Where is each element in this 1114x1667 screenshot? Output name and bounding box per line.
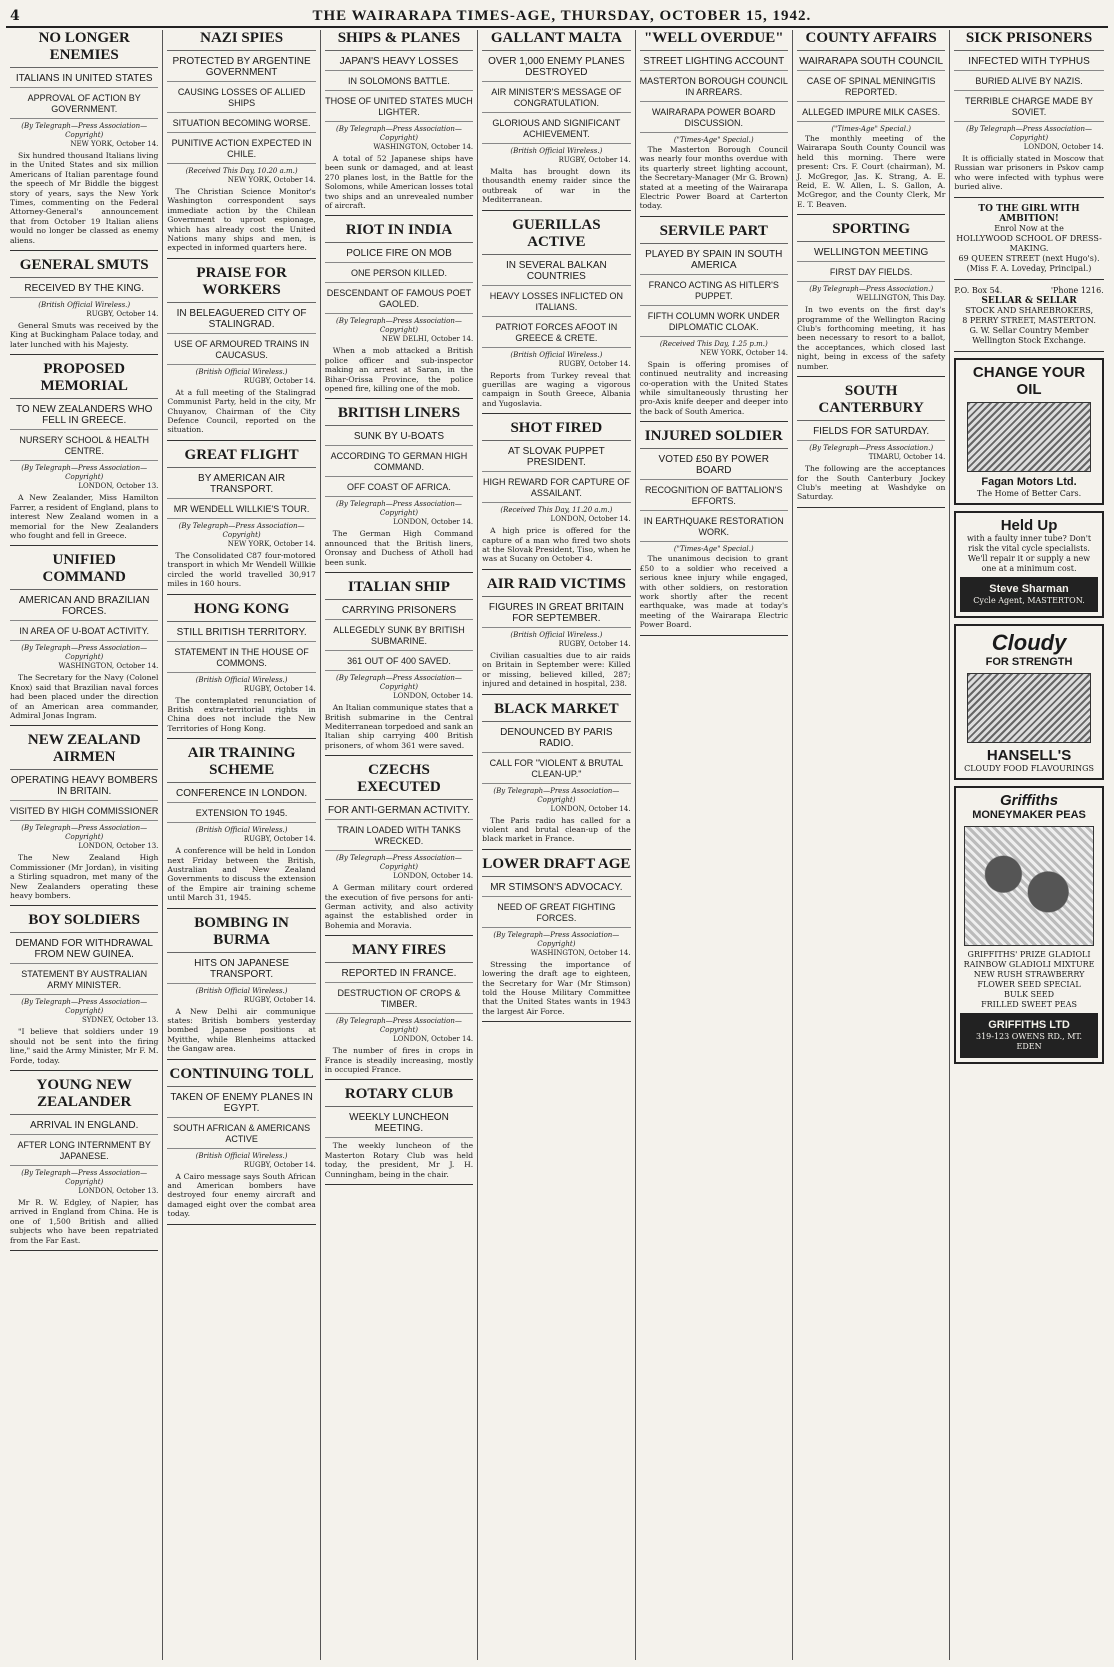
ad-title: TO THE GIRL WITH AMBITION! (978, 203, 1080, 224)
ad-footer-address: 319-123 OWENS RD., MT. EDEN (975, 1031, 1083, 1051)
column-5 (636, 30, 793, 1660)
article-subheading: FRANCO ACTING AS HITLER'S PUPPET. (640, 278, 788, 306)
ad-line: G. W. Sellar Country Member Wellington Stock Exchange. (969, 325, 1089, 345)
article (797, 383, 945, 508)
ad-line: STOCK AND SHAREBROKERS, (965, 305, 1093, 315)
article (640, 30, 788, 217)
article-headline: NAZI SPIES (167, 30, 315, 51)
article-credit: (By Telegraph—Press Association—Copyright) (493, 786, 620, 804)
ad-dressmaking (954, 204, 1103, 280)
article (482, 701, 630, 850)
article-credit: (By Telegraph—Press Association—Copyright) (21, 122, 148, 139)
article-subheading: FIRST DAY FIELDS. (797, 265, 945, 282)
article-body: Six hundred thousand Italians living in the United States and six million Americans of Italian parentage found the speech of Mr Biddle the biggest story of years, says the New York Times, commenting on the Federal Attorney-General's announcement that from October 19 Italian aliens would no longer be classed as enemy aliens. (10, 151, 159, 245)
article-dateline: LONDON, October 13. (78, 1187, 159, 1195)
article-subheading: CARRYING PRISONERS (325, 603, 473, 620)
article-credit: (By Telegraph—Press Association.) (809, 285, 934, 294)
article-credit: (British Official Wireless.) (195, 367, 288, 376)
article-body: "I believe that soldiers under 19 should not be sent into the firing line," said the Army Minister, Mr F. M. Forde, today. (10, 1027, 159, 1065)
article-subheading: STATEMENT IN THE HOUSE OF COMMONS. (167, 645, 315, 673)
ad-line: (Miss F. A. Loveday, Principal.) (966, 263, 1092, 273)
article-subheading: ACCORDING TO GERMAN HIGH COMMAND. (325, 449, 473, 477)
article-headline: ITALIAN SHIP (325, 579, 473, 600)
article-dateline: RUGBY, October 14. (558, 639, 631, 648)
ad-line: NEW RUSH STRAWBERRY (973, 969, 1085, 979)
article-headline: HONG KONG (167, 601, 315, 622)
ad-line: Enrol Now at the (994, 223, 1064, 233)
ad-name: MONEYMAKER PEAS (972, 808, 1086, 821)
article-body: The Paris radio has called for a violent and brutal clean-up of the black market in France. (482, 815, 631, 844)
article-headline: "WELL OVERDUE" (640, 30, 788, 51)
ad-brand: Griffiths (1000, 791, 1059, 809)
article-headline: ROTARY CLUB (325, 1086, 473, 1107)
article (167, 601, 315, 740)
article-body: Stressing the importance of lowering the draft age to eighteen, the Secretary for War (Mr Stimson) told the House Military Committee that the United States wants in 1943 the largest Air Force. (482, 959, 631, 1016)
article-body: The weekly luncheon of the Masterton Rotary Club was held today, the president, Mr J. H. Cunningham, being in the chair. (324, 1141, 474, 1179)
article-credit: (By Telegraph—Press Association—Copyright) (336, 854, 462, 872)
ad-subtitle: CLOUDY FOOD FLAVOURINGS (964, 763, 1094, 773)
ad-name: SELLAR & SELLAR (981, 295, 1077, 306)
article-subheading: FIGURES IN GREAT BRITAIN FOR SEPTEMBER. (482, 600, 630, 628)
article-credit: (By Telegraph—Press Association—Copyright) (21, 464, 148, 482)
article-subheading: ALLEGED IMPURE MILK CASES. (797, 105, 945, 122)
article-headline: UNIFIED COMMAND (10, 552, 158, 590)
article (10, 552, 158, 726)
article-headline: RIOT IN INDIA (325, 222, 473, 243)
article-body: A German military court ordered the execution of five persons for anti-German activity, and also activity against the established order in Bohemia and Moravia. (324, 883, 474, 930)
article-credit: (By Telegraph—Press Association—Copyright) (336, 1017, 462, 1035)
article-subheading: JAPAN'S HEAVY LOSSES (325, 54, 473, 71)
article-body: In two events on the first day's programme of the Wellington Racing Club's forthcoming meeting, it has been necessary to resort to a ballot, the acceptances, which closed last night, being in excess of the safety number. (796, 305, 946, 371)
article-subheading: RECEIVED BY THE KING. (10, 281, 158, 298)
article-body: The contemplated renunciation of British extra-territorial rights in China does not include the New Territories of Hong Kong. (167, 695, 316, 733)
ad-illustration (967, 402, 1091, 472)
article (10, 30, 158, 251)
article-headline: GUERILLAS ACTIVE (482, 217, 630, 255)
article (167, 265, 315, 441)
article-dateline: NEW YORK, October 14. (227, 176, 316, 184)
ad-hansells (954, 624, 1103, 780)
ad-sellar (954, 286, 1103, 352)
article-dateline: LONDON, October 14. (393, 1035, 474, 1044)
article-subheading: OPERATING HEAVY BOMBERS IN BRITAIN. (10, 773, 158, 801)
article-headline: SHOT FIRED (482, 420, 630, 441)
article-dateline: RUGBY, October 14. (243, 1160, 316, 1169)
article-subheading: OVER 1,000 ENEMY PLANES DESTROYED (482, 54, 630, 82)
article-subheading: THOSE OF UNITED STATES MUCH LIGHTER. (325, 94, 473, 122)
article-subheading: CASE OF SPINAL MENINGITIS REPORTED. (797, 74, 945, 102)
article-subheading: BY AMERICAN AIR TRANSPORT. (167, 471, 315, 499)
article-dateline: LONDON, October 14. (550, 804, 631, 813)
article-body: When a mob attacked a British police officer and sub-inspector making an arrest at Saran, in the Bihar-Orissa Province, the police opened fire, killing one of the mob. (324, 346, 474, 394)
article-subheading: AFTER LONG INTERNMENT BY JAPANESE. (10, 1138, 158, 1166)
article-subheading: AMERICAN AND BRAZILIAN FORCES. (10, 593, 158, 621)
article-headline: AIR RAID VICTIMS (482, 576, 630, 597)
article (10, 912, 158, 1071)
article-dateline: RUGBY, October 14. (243, 995, 316, 1004)
article-subheading: ONE PERSON KILLED. (325, 266, 473, 283)
ad-brand: Cloudy (991, 629, 1067, 655)
article-subheading: SOUTH AFRICAN & AMERICANS ACTIVE (167, 1121, 315, 1149)
ad-title: CHANGE YOUR OIL (972, 363, 1086, 398)
article (167, 1066, 315, 1225)
column-4 (478, 30, 635, 1660)
article-subheading: PUNITIVE ACTION EXPECTED IN CHILE. (167, 136, 315, 164)
article-headline: SHIPS & PLANES (325, 30, 473, 51)
article-headline: NO LONGER ENEMIES (10, 30, 158, 68)
ad-tagline: FOR STRENGTH (985, 655, 1073, 668)
article-subheading: FIFTH COLUMN WORK UNDER DIPLOMATIC CLOAK. (640, 309, 788, 337)
article-credit: (By Telegraph—Press Association—Copyright) (21, 1169, 148, 1186)
article-credit: (By Telegraph—Press Association—Copyright) (336, 125, 462, 142)
article-dateline: NEW YORK, October 14. (70, 140, 159, 148)
article-headline: SOUTH CANTERBURY (797, 383, 945, 421)
article-credit: (By Telegraph—Press Association—Copyright) (336, 317, 462, 335)
article-headline: BOY SOLDIERS (10, 912, 158, 933)
article (325, 579, 473, 756)
article (325, 30, 473, 216)
article-subheading: DESCENDANT OF FAMOUS POET GAOLED. (325, 286, 473, 314)
article-headline: PRAISE FOR WORKERS (167, 265, 315, 303)
article-credit: (Received This Day, 10.20 a.m.) (185, 167, 298, 175)
article-credit: (By Telegraph—Press Association—Copyright) (493, 930, 620, 948)
article-subheading: IN BELEAGUERED CITY OF STALINGRAD. (167, 306, 315, 334)
ad-name: HANSELL'S (986, 746, 1072, 764)
article-subheading: MR WENDELL WILLKIE'S TOUR. (167, 502, 315, 519)
article (482, 856, 630, 1022)
article-subheading: 361 OUT OF 400 SAVED. (325, 654, 473, 671)
article-headline: INJURED SOLDIER (640, 428, 788, 449)
article-subheading: EXTENSION TO 1945. (167, 806, 315, 823)
ad-line: GRIFFITHS' PRIZE GLADIOLI (967, 949, 1091, 959)
article-dateline: NEW YORK, October 14. (227, 539, 316, 548)
article-subheading: MASTERTON BOROUGH COUNCIL IN ARREARS. (640, 74, 788, 102)
article-subheading: CAUSING LOSSES OF ALLIED SHIPS (167, 85, 315, 113)
article-subheading: SITUATION BECOMING WORSE. (167, 116, 315, 133)
article-subheading: VOTED £50 BY POWER BOARD (640, 452, 788, 480)
article-body: Civilian casualties due to air raids on Britain in September were: Killed or missing, believed killed, 287; injured and detained in hospital, 238. (482, 650, 631, 689)
article-credit: ("Times-Age" Special.) (831, 125, 911, 133)
article-subheading: IN SOLOMONS BATTLE. (325, 74, 473, 91)
article (954, 30, 1103, 198)
article-subheading: IN EARTHQUAKE RESTORATION WORK. (640, 514, 788, 542)
ad-line: FLOWER SEED SPECIAL (977, 979, 1081, 989)
article-dateline: LONDON, October 14. (393, 872, 474, 881)
ad-line: 69 QUEEN STREET (next Hugo's). (958, 253, 1100, 263)
article-headline: LOWER DRAFT AGE (482, 856, 630, 877)
article-subheading: CONFERENCE IN LONDON. (167, 786, 315, 803)
article-body: A New Delhi air communique states: British bombers yesterday bombed Japanese positions at Myitthe, while Blenheims attacked the Gangaw area. (167, 1006, 316, 1054)
article-subheading: WAIRARAPA SOUTH COUNCIL (797, 54, 945, 71)
article-subheading: GLORIOUS AND SIGNIFICANT ACHIEVEMENT. (482, 116, 630, 144)
article-credit: (British Official Wireless.) (510, 147, 603, 155)
article-dateline: LONDON, October 13. (78, 482, 159, 491)
article (167, 447, 315, 595)
article (482, 576, 630, 695)
article (325, 942, 473, 1080)
article-subheading: TERRIBLE CHARGE MADE BY SOVIET. (954, 94, 1103, 122)
columns (6, 30, 1108, 1660)
article-dateline: LONDON, October 14. (393, 692, 474, 701)
article-dateline: RUGBY, October 14. (86, 310, 159, 319)
article-body: The Secretary for the Navy (Colonel Knox) said that Brazilian naval forces had been placed under the direction of an American area commander, Admiral Jonas Ingram. (10, 673, 159, 720)
article-body: The following are the acceptances for the South Canterbury Jockey Club's meeting at Washdyke on Saturday. (796, 464, 946, 502)
article-subheading: STATEMENT BY AUSTRALIAN ARMY MINISTER. (10, 967, 158, 995)
article-dateline: LONDON, October 14. (393, 518, 474, 527)
article-dateline: LONDON, October 13. (78, 842, 159, 851)
article-credit: (British Official Wireless.) (510, 630, 603, 639)
ad-illustration (964, 826, 1095, 946)
article-body: Spain is offering promises of continued neutrality and increasing co-operation with the United States while simultaneously thrusting her pro-Axis knife deeper and deeper into the back of South America. (639, 359, 788, 416)
article-subheading: PROTECTED BY ARGENTINE GOVERNMENT (167, 54, 315, 82)
ad-tagline: The Home of Better Cars. (976, 488, 1082, 498)
article-credit: (British Official Wireless.) (38, 301, 131, 310)
article-subheading: PATRIOT FORCES AFOOT IN GREECE & CRETE. (482, 320, 630, 348)
article-subheading: TRAIN LOADED WITH TANKS WRECKED. (325, 823, 473, 851)
article-credit: (Received This Day, 11.20 a.m.) (500, 506, 613, 515)
article-body: General Smuts was received by the King at Buckingham Palace today, and later lunched with his Majesty. (10, 321, 159, 349)
article (325, 762, 473, 936)
article-subheading: DESTRUCTION OF CROPS & TIMBER. (325, 986, 473, 1014)
ad-steve-sharman (954, 511, 1103, 618)
article (10, 732, 158, 906)
article-dateline: SYDNEY, October 13. (81, 1016, 159, 1025)
ad-name: Steve Sharman (989, 582, 1069, 595)
article-dateline: NEW DELHI, October 14. (381, 335, 474, 344)
article-headline: SPORTING (797, 221, 945, 242)
article-body: A conference will be held in London next Friday between the British, Australian and New Zealand Governments to discuss the extension of the Empire air training scheme until March 31, 1945. (167, 846, 316, 903)
article (482, 217, 630, 415)
article-credit: (By Telegraph—Press Association—Copyright) (336, 674, 462, 692)
article-headline: AIR TRAINING SCHEME (167, 745, 315, 783)
article-subheading: TAKEN OF ENEMY PLANES IN EGYPT. (167, 1090, 315, 1118)
article-credit: (British Official Wireless.) (195, 1151, 288, 1160)
article-credit: (Received This Day, 1.25 p.m.) (659, 339, 768, 348)
ad-phone: 'Phone 1216. (1050, 285, 1104, 295)
article-credit: (By Telegraph—Press Association—Copyright) (21, 824, 148, 842)
article-body: A New Zealander, Miss Hamilton Farrer, a resident of England, plans to interest New Zealand women in a memorial for the New Zealanders who fought and fell in Greece. (10, 493, 159, 540)
article-body: It is officially stated in Moscow that Russian war prisoners in Pskov camp who were infected with typhus were buried alive. (954, 154, 1104, 192)
article-credit: (British Official Wireless.) (195, 826, 288, 835)
article-dateline: WASHINGTON, October 14. (373, 143, 474, 151)
article-body: The Christian Science Monitor's Washington correspondent says immediate action by the Chilean Government to uproot espionage, which has already cost the United Nations many ships and men, is expected in informed quarters here. (167, 187, 316, 253)
article-headline: BLACK MARKET (482, 701, 630, 722)
article (482, 420, 630, 570)
article-credit: ("Times-Age" Special.) (673, 545, 754, 554)
article-subheading: INFECTED WITH TYPHUS (954, 54, 1103, 71)
article-subheading: HITS ON JAPANESE TRANSPORT. (167, 956, 315, 984)
article-subheading: MR STIMSON'S ADVOCACY. (482, 880, 630, 897)
column-7 (950, 30, 1107, 1660)
article-dateline: RUGBY, October 14. (243, 376, 316, 385)
article-headline: GALLANT MALTA (482, 30, 630, 51)
article-subheading: IN AREA OF U-BOAT ACTIVITY. (10, 624, 158, 641)
ad-griffiths (954, 786, 1103, 1064)
article-headline: GREAT FLIGHT (167, 447, 315, 468)
article-subheading: WAIRARAPA POWER BOARD DISCUSSION. (640, 105, 788, 133)
article-subheading: USE OF ARMOURED TRAINS IN CAUCASUS. (167, 337, 315, 365)
article-subheading: NEED OF GREAT FIGHTING FORCES. (482, 900, 630, 928)
article-dateline: RUGBY, October 14. (243, 835, 316, 844)
article-subheading: BURIED ALIVE BY NAZIS. (954, 74, 1103, 91)
article (640, 428, 788, 635)
article-subheading: HIGH REWARD FOR CAPTURE OF ASSAILANT. (482, 475, 630, 503)
article-subheading: ARRIVAL IN ENGLAND. (10, 1118, 158, 1135)
article-subheading: CALL FOR "VIOLENT & BRUTAL CLEAN-UP." (482, 756, 630, 784)
article-subheading: OFF COAST OF AFRICA. (325, 480, 473, 497)
article-body: A Cairo message says South African and American bombers have destroyed four enemy aircraft and damaged eight over the combat area today. (167, 1171, 316, 1219)
article-subheading: STREET LIGHTING ACCOUNT (640, 54, 788, 71)
article-credit: (By Telegraph—Press Association—Copyright) (336, 500, 462, 518)
ad-name: Fagan Motors Ltd. (981, 475, 1077, 488)
article-credit: ("Times-Age" Special.) (673, 136, 754, 144)
article (797, 221, 945, 377)
article-subheading: ITALIANS IN UNITED STATES (10, 71, 158, 88)
article-body: The German High Command announced that the British liners, Oronsay and Duchess of Atholl had been sunk. (324, 529, 474, 567)
article-dateline: RUGBY, October 14. (558, 359, 631, 368)
article-credit: (By Telegraph—Press Association—Copyright) (21, 644, 148, 662)
article-subheading: WEEKLY LUNCHEON MEETING. (325, 1110, 473, 1138)
ad-line: BULK SEED (1004, 989, 1055, 999)
article-body: An Italian communique states that a British submarine in the Central Mediterranean torpedoed and sank an Italian ship carrying 400 British prisoners, of whom 361 were saved. (324, 703, 474, 750)
article-subheading: VISITED BY HIGH COMMISSIONER (10, 804, 158, 821)
masthead-title: THE WAIRARAPA TIMES-AGE, THURSDAY, OCTOBER 15, 1942. (312, 7, 812, 24)
article-dateline: LONDON, October 14. (550, 515, 631, 524)
ad-line: FRILLED SWEET PEAS (981, 999, 1077, 1009)
article-dateline: NEW YORK, October 14. (699, 348, 788, 357)
article-headline: CONTINUING TOLL (167, 1066, 315, 1087)
article-dateline: WELLINGTON, This Day. (856, 294, 946, 303)
article-subheading: DEMAND FOR WITHDRAWAL FROM NEW GUINEA. (10, 936, 158, 964)
article-body: The number of fires in crops in France is steadily increasing, mostly in occupied France. (324, 1046, 474, 1074)
article-credit: (British Official Wireless.) (195, 986, 288, 995)
article-subheading: RECOGNITION OF BATTALION'S EFFORTS. (640, 483, 788, 511)
article-body: The Masterton Borough Council was nearly four months overdue with its quarterly street lighting account, the Secretary-Manager (Mr G. Brown) stated at a meeting of the Wairarapa Electric Power Board at Carterton today. (639, 145, 788, 211)
ad-line: 8 PERRY STREET, MASTERTON. (962, 315, 1096, 325)
article-headline: MANY FIRES (325, 942, 473, 963)
article-headline: GENERAL SMUTS (10, 257, 158, 278)
article (167, 745, 315, 908)
article-body: The unanimous decision to grant £50 to a soldier who received a serious knee injury while engaged, with other soldiers, on restoration work shortly after the recent earthquake, was made at today's meeting of the Wairarapa Electric Power Board. (639, 554, 788, 630)
article-headline: COUNTY AFFAIRS (797, 30, 945, 51)
article-credit: (British Official Wireless.) (195, 675, 288, 684)
article-subheading: PLAYED BY SPAIN IN SOUTH AMERICA (640, 247, 788, 275)
ad-illustration (967, 673, 1091, 743)
article-subheading: SUNK BY U-BOATS (325, 429, 473, 446)
article-headline: BOMBING IN BURMA (167, 915, 315, 953)
ad-line: RAINBOW GLADIOLI MIXTURE (963, 959, 1095, 969)
article-body: The Consolidated C87 four-motored transport in which Mr Wendell Willkie circled the world travelled 30,917 miles in 160 hours. (167, 550, 316, 589)
article (482, 30, 630, 211)
article-subheading: APPROVAL OF ACTION BY GOVERNMENT. (10, 91, 158, 119)
article-credit: (British Official Wireless.) (510, 350, 603, 359)
article-body: Mr R. W. Edgley, of Napier, has arrived in England from China. He is one of 1,500 British and allied subjects who have been repatriated from the Far East. (10, 1198, 159, 1245)
article-credit: (By Telegraph—Press Association.) (809, 444, 934, 453)
article-dateline: LONDON, October 14. (1023, 143, 1104, 151)
article (10, 361, 158, 546)
article-credit: (By Telegraph—Press Association—Copyright) (178, 521, 305, 539)
article-body: At a full meeting of the Stalingrad Communist Party, held in the city, Mr Chuyanov, Chairman of the City Defence Council, reported on the situation. (167, 387, 316, 435)
article (325, 1086, 473, 1185)
article-headline: CZECHS EXECUTED (325, 762, 473, 800)
article (797, 30, 945, 215)
article-subheading: REPORTED IN FRANCE. (325, 966, 473, 983)
article-dateline: TIMARU, October 14. (868, 453, 946, 462)
article-headline: YOUNG NEW ZEALANDER (10, 1077, 158, 1115)
article-headline: PROPOSED MEMORIAL (10, 361, 158, 399)
page-number: 4 (10, 8, 20, 24)
article (640, 223, 788, 422)
article-dateline: WASHINGTON, October 14. (58, 662, 159, 671)
article-subheading: AIR MINISTER'S MESSAGE OF CONGRATULATION. (482, 85, 630, 113)
column-2 (163, 30, 320, 1660)
article-subheading: STILL BRITISH TERRITORY. (167, 625, 315, 642)
article-body: Malta has brought down its thousandth enemy raider since the outbreak of war in the Mediterranean. (482, 167, 631, 205)
article-subheading: DENOUNCED BY PARIS RADIO. (482, 725, 630, 753)
ad-address: Cycle Agent, MASTERTON. (973, 595, 1085, 605)
article (10, 257, 158, 355)
article-subheading: TO NEW ZEALANDERS WHO FELL IN GREECE. (10, 402, 158, 430)
article-headline: SICK PRISONERS (954, 30, 1103, 51)
article (10, 1077, 158, 1251)
article-subheading: HEAVY LOSSES INFLICTED ON ITALIANS. (482, 289, 630, 317)
ad-fagan-motors (954, 358, 1103, 505)
article-subheading: POLICE FIRE ON MOB (325, 246, 473, 263)
article-headline: BRITISH LINERS (325, 405, 473, 426)
column-6 (793, 30, 950, 1660)
article (167, 30, 315, 259)
article-subheading: NURSERY SCHOOL & HEALTH CENTRE. (10, 433, 158, 461)
ad-text: with a faulty inner tube? Don't risk the vital cycle specialists. We'll repair it or supply a new one at a minimum cost. (966, 533, 1092, 573)
article-dateline: WASHINGTON, October 14. (530, 948, 631, 957)
article-body: The monthly meeting of the Wairarapa South County Council was held this morning. There were present: Crs. F. Court (chairman), M. J. McGregor, Jas. K. Strang, A. E. Reid, E. W. Allen, L. S. Gallon, A. McGregor, and the County Clerk, Mr E. T. Beaven. (796, 134, 946, 209)
article-subheading: ALLEGEDLY SUNK BY BRITISH SUBMARINE. (325, 623, 473, 651)
ad-footer (960, 1013, 1097, 1058)
article-subheading: FIELDS FOR SATURDAY. (797, 424, 945, 441)
article-body: A high price is offered for the capture of a man who fired two shots at the Slovak President, Tiso, when he was at Sucany on October 4. (482, 526, 631, 564)
ad-header-row (954, 286, 1103, 296)
article-body: A total of 52 Japanese ships have been sunk or damaged, and at least 270 planes lost, in the Battle for the Solomons, while American losses total two ships and an unrevealed number of aircraft. (324, 154, 474, 211)
article-subheading: FOR ANTI-GERMAN ACTIVITY. (325, 803, 473, 820)
article-subheading: WELLINGTON MEETING (797, 245, 945, 262)
ad-line: HOLLYWOOD SCHOOL OF DRESS-MAKING. (956, 233, 1102, 253)
ad-title: Held Up (1000, 516, 1058, 534)
article-credit: (By Telegraph—Press Association—Copyright) (21, 998, 148, 1016)
ad-footer-name: GRIFFITHS LTD (988, 1018, 1070, 1031)
masthead (6, 6, 1108, 28)
article-dateline: RUGBY, October 14. (558, 156, 631, 164)
article-headline: NEW ZEALAND AIRMEN (10, 732, 158, 770)
article-credit: (By Telegraph—Press Association—Copyright) (966, 125, 1092, 142)
column-1 (6, 30, 163, 1660)
article-body: The New Zealand High Commissioner (Mr Jordan), in visiting a Stirling squadron, met many of the New Zealanders operating these heavy bombers. (10, 853, 159, 900)
article (167, 915, 315, 1060)
ad-name-box (960, 577, 1097, 612)
article (325, 405, 473, 573)
article-body: Reports from Turkey reveal that guerillas are waging a vigorous campaign in South Greece, Albania and Yugoslavia. (482, 370, 631, 408)
article-subheading: AT SLOVAK PUPPET PRESIDENT. (482, 444, 630, 472)
article-subheading: IN SEVERAL BALKAN COUNTRIES (482, 258, 630, 286)
article-dateline: RUGBY, October 14. (243, 684, 316, 693)
column-3 (321, 30, 478, 1660)
article-headline: SERVILE PART (640, 223, 788, 244)
ad-box: P.O. Box 54. (954, 285, 1003, 295)
article (325, 222, 473, 399)
